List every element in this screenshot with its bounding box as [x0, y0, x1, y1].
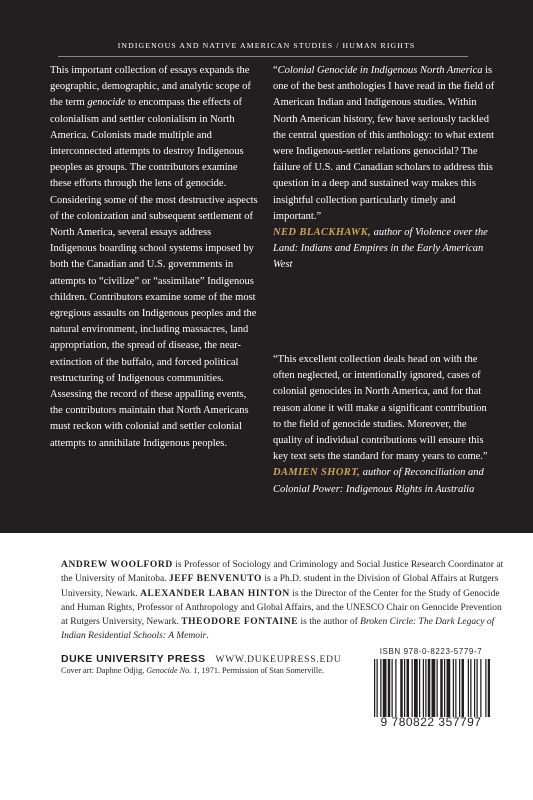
bio-text: is Professor of Sociology and Criminology and Social Justice Research Coordinator at the University of Manitoba. [61, 560, 504, 585]
bio-name: JEFF BENVENUTO [168, 574, 263, 585]
barcode-bars [372, 659, 490, 717]
barcode-bar [440, 659, 443, 717]
barcode-bar [444, 659, 445, 717]
cover-art-prefix: Cover art: Daphne Odjig, [61, 666, 147, 675]
barcode-bar [388, 659, 391, 717]
barcode-bar [462, 659, 465, 717]
barcode-bar [485, 659, 486, 717]
barcode-bar [374, 659, 375, 717]
blurb-quote [273, 352, 495, 498]
description-term: genocide [87, 97, 126, 109]
barcode-bar [432, 659, 436, 717]
quote-author: NED BLACKHAWK, [273, 227, 371, 239]
barcode-bar [437, 659, 438, 717]
barcode-bar [459, 659, 460, 717]
barcode-bar [470, 659, 471, 717]
quote-title: Colonial Genocide in Indigenous North America [277, 65, 483, 76]
editor-bios [61, 558, 505, 644]
barcode-bar [400, 659, 403, 717]
bio-book-title: Broken Circle: The Dark Legacy of Indian Residential Schools: A Memoir [61, 617, 495, 642]
bio-text: is a Ph.D. student in the Division of Global Affairs at Rutgers University, Newark. [61, 574, 499, 599]
cover-art-work: Genocide No. 1 [146, 666, 198, 675]
barcode-bar [468, 659, 469, 717]
bio-name: THEODORE FONTAINE [181, 617, 299, 628]
barcode-bar [480, 659, 481, 717]
bio-name: ANDREW WOOLFORD [61, 560, 173, 570]
barcode-bar [392, 659, 393, 717]
quote-open-mark: “ [273, 65, 278, 76]
isbn-label: ISBN 978-0-8223-5779-7 [379, 647, 483, 656]
barcode-bar [407, 659, 410, 717]
category-line: INDIGENOUS AND NATIVE AMERICAN STUDIES / HUMAN RIGHTS [117, 41, 416, 50]
barcode-bar [488, 659, 490, 717]
barcode-bar [414, 659, 418, 717]
barcode-bar [447, 659, 451, 717]
bio-end: . [206, 631, 209, 642]
barcode-bar [428, 659, 431, 717]
barcode-bar [377, 659, 378, 717]
quote-author: DAMIEN SHORT, [273, 467, 361, 479]
bio-name: ALEXANDER LABAN HINTON [140, 588, 290, 599]
barcode-number: 9 780822 357797 [380, 715, 482, 729]
quote-text: is one of the best anthologies I have read in the field of American Indian and Indigenous studies. Within North American history, few have seriously tackled the central question of this anthology: to what extent were Indigenous-settler relations genocidal? The failure of U.S. and Canadian scholars to address this question in a deep and sustained way makes this insightful collection particularly timely and important.” [273, 65, 495, 222]
quote-attribution: author of Violence over the Land: Indians and Empires in the Early American West [273, 227, 488, 271]
bio-text: is the Director of the Center for the Study of Genocide and Human Rights, Professor of Anthropology and Global Affairs, and the UNESCO Chair on Genocide Prevention at Rutgers University, Newark. [61, 588, 502, 628]
bio-text: is the author of [298, 617, 361, 628]
quote-attribution: author of Reconciliation and Colonial Power: Indigenous Rights in Australia [273, 467, 484, 495]
barcode-bar [423, 659, 424, 717]
barcode-bar [395, 659, 396, 717]
barcode-bar [380, 659, 381, 717]
publisher-website: WWW.DUKEUPRESS.EDU [215, 655, 342, 665]
barcode-bar [477, 659, 478, 717]
barcode-bar [404, 659, 405, 717]
barcode-bar [383, 659, 387, 717]
publisher-line [61, 649, 341, 667]
cover-art-suffix: , 1971. Permission of Stan Somerville. [197, 666, 324, 675]
barcode-bar [412, 659, 413, 717]
cover-art-credit [61, 666, 324, 675]
blurb-quote [273, 63, 495, 274]
barcode-bar [453, 659, 454, 717]
barcode-bar [474, 659, 475, 717]
book-description [50, 63, 260, 452]
description-text: This important collection of essays expands the geographic, demographic, and analytic scope of the term [50, 65, 251, 109]
description-text-cont: to encompass the effects of colonialism and settler colonialism in North America. Colonists made multiple and interconnected attempts to destroy Indigenous peoples as groups. The contributors examine these efforts through the lens of genocide. Considering some of the most destructive aspects of the colonization and subsequent settlement of North America, several essays address Indigenous boarding school systems imposed by both the Canadian and U.S. governments in attempts to “civilize” or “assimilate” Indigenous children. Contributors examine some of the most egregious assaults on Indigenous peoples and the natural environment, including massacres, land appropriation, the spread of disease, the near-extinction of the buffalo, and forced political restructuring of Indigenous communities. Assessing the record of these appalling events, the contributors maintain that North Americans must reckon with colonial and settler colonial attempts to annihilate Indigenous peoples. [50, 97, 258, 449]
barcode [369, 647, 493, 739]
barcode-bar [425, 659, 426, 717]
barcode-bar [419, 659, 420, 717]
quote-text: “This excellent collection deals head on with the often neglected, or intentionally ignored, cases of colonial genocides in North America, and for that reason alone it will make a significant contribution to the field of genocide studies. Moreover, the quality of individual contributions will ensure this key text sets the standard for many years to come.” [273, 354, 488, 463]
publisher-name: DUKE UNIVERSITY PRESS [61, 653, 206, 665]
divider [58, 56, 468, 57]
barcode-bar [455, 659, 456, 717]
